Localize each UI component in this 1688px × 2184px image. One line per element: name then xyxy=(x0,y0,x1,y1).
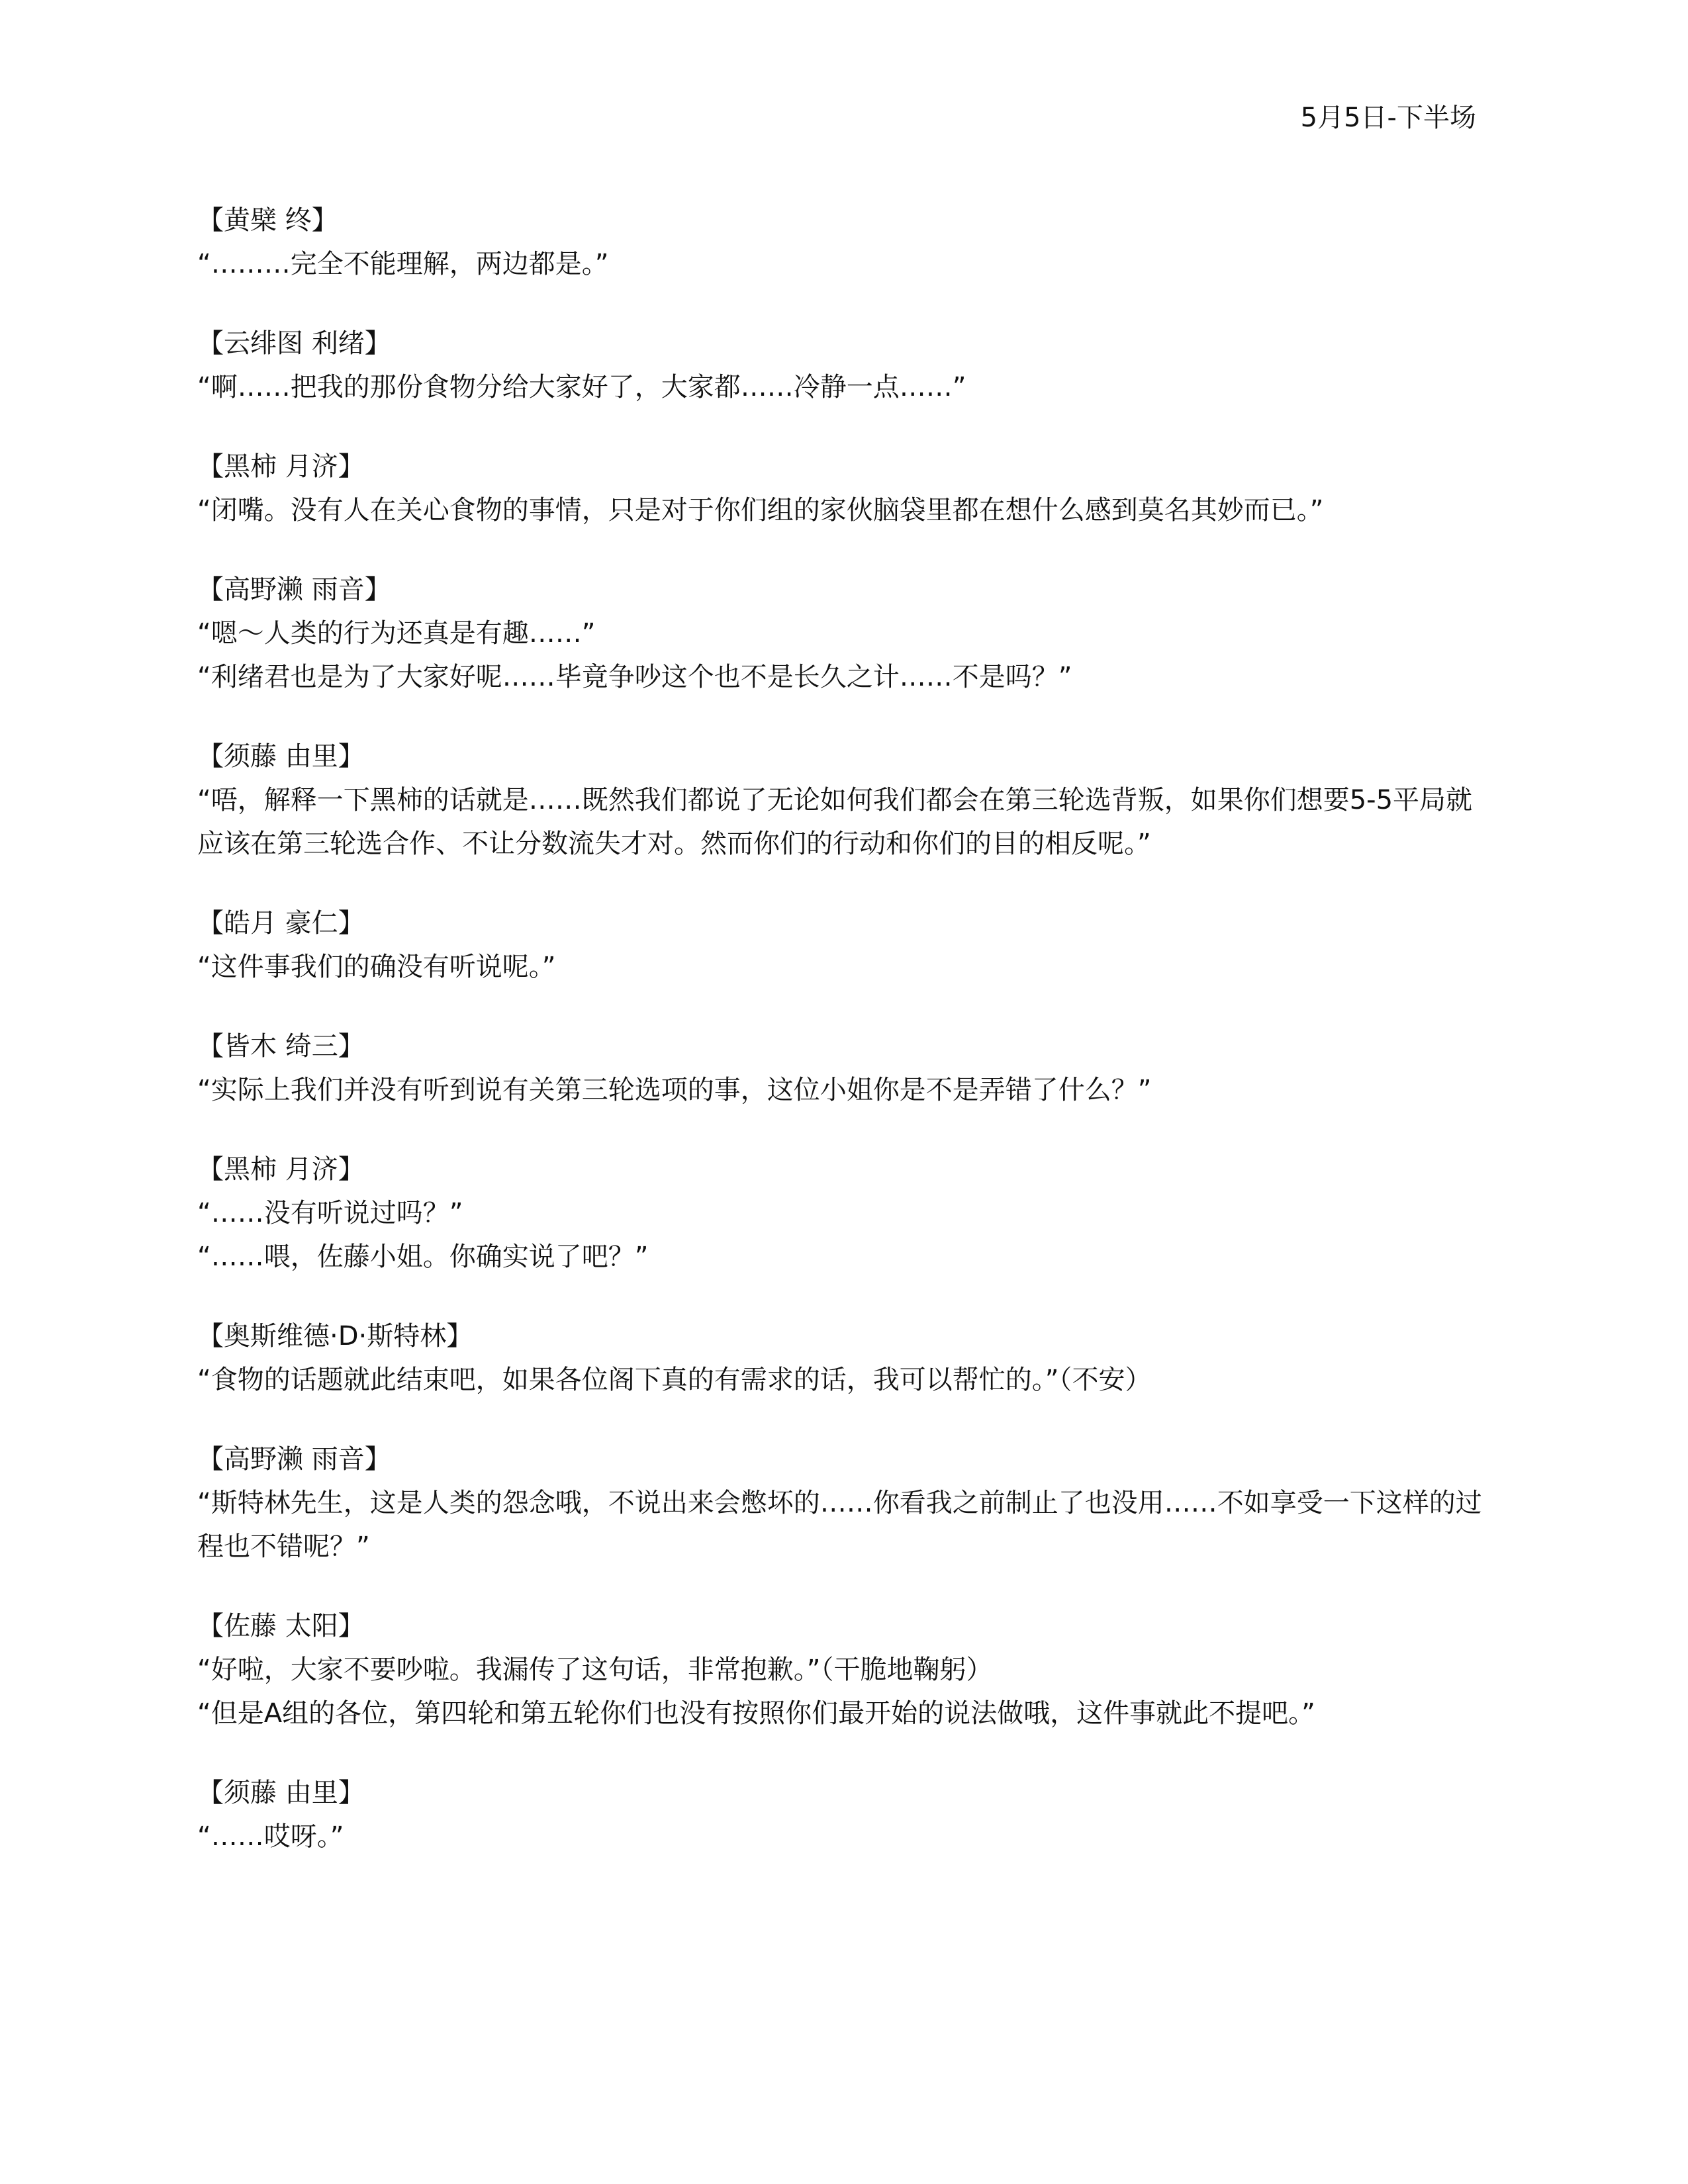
dialogue-entry xyxy=(197,445,1489,532)
dialogue-lines xyxy=(197,612,1489,699)
dialogue-script xyxy=(197,199,1489,1894)
dialogue-line: “……没有听说过吗？” xyxy=(197,1198,463,1228)
dialogue-line: “……哎呀。” xyxy=(197,1821,344,1852)
dialogue-line: “食物的话题就此结束吧，如果各位阁下真的有需求的话，我可以帮忙的。”（不安） xyxy=(197,1365,1152,1395)
dialogue-lines xyxy=(197,488,1489,532)
dialogue-lines xyxy=(197,1648,1489,1735)
dialogue-entry xyxy=(197,1024,1489,1112)
speaker-name: 【黄檗 终】 xyxy=(197,205,338,236)
dialogue-lines xyxy=(197,1191,1489,1279)
speaker-name: 【须藤 由里】 xyxy=(197,1778,365,1808)
speaker-name: 【高野濑 雨音】 xyxy=(197,1444,391,1475)
dialogue-lines xyxy=(197,1481,1489,1569)
dialogue-line: “……喂，佐藤小姐。你确实说了吧？” xyxy=(197,1242,649,1272)
dialogue-line: “………完全不能理解，两边都是。” xyxy=(197,249,609,279)
dialogue-lines xyxy=(197,945,1489,989)
dialogue-entry xyxy=(197,568,1489,699)
speaker-name: 【佐藤 太阳】 xyxy=(197,1611,365,1641)
dialogue-lines xyxy=(197,1068,1489,1112)
dialogue-line: “但是A组的各位，第四轮和第五轮你们也没有按照你们最开始的说法做哦，这件事就此不提吧。” xyxy=(197,1698,1315,1729)
dialogue-entry xyxy=(197,322,1489,409)
dialogue-entry xyxy=(197,1604,1489,1735)
dialogue-lines xyxy=(197,1358,1489,1402)
speaker-name: 【云绯图 利绪】 xyxy=(197,328,391,359)
dialogue-lines xyxy=(197,365,1489,409)
dialogue-line: “这件事我们的确没有听说呢。” xyxy=(197,952,556,982)
dialogue-line: “好啦，大家不要吵啦。我漏传了这句话，非常抱歉。”（干脆地鞠躬） xyxy=(197,1655,993,1685)
speaker-name: 【皆木 绮三】 xyxy=(197,1031,365,1062)
speaker-name: 【奥斯维德·D·斯特林】 xyxy=(197,1321,473,1351)
dialogue-entry xyxy=(197,1148,1489,1279)
dialogue-line: “闭嘴。没有人在关心食物的事情，只是对于你们组的家伙脑袋里都在想什么感到莫名其妙而已。” xyxy=(197,495,1324,525)
page-header-date: 5月5日-下半场 xyxy=(1300,103,1476,133)
dialogue-entry xyxy=(197,735,1489,866)
dialogue-lines xyxy=(197,1815,1489,1858)
dialogue-line: “啊……把我的那份食物分给大家好了，大家都……冷静一点……” xyxy=(197,372,966,402)
dialogue-line: “斯特林先生，这是人类的怨念哦，不说出来会憋坏的……你看我之前制止了也没用……不如享受一下这样的过程也不错呢？” xyxy=(197,1488,1482,1562)
speaker-name: 【高野濑 雨音】 xyxy=(197,574,391,605)
speaker-name: 【皓月 豪仁】 xyxy=(197,908,365,938)
speaker-name: 【黑柿 月济】 xyxy=(197,1154,365,1185)
dialogue-line: “唔，解释一下黑柿的话就是……既然我们都说了无论如何我们都会在第三轮选背叛，如果你们想要5-5平局就应该在第三轮选合作、不让分数流失才对。然而你们的行动和你们的目的相反呢。” xyxy=(197,785,1473,859)
dialogue-lines xyxy=(197,778,1489,866)
dialogue-entry xyxy=(197,1437,1489,1569)
dialogue-entry xyxy=(197,1771,1489,1858)
dialogue-line: “利绪君也是为了大家好呢……毕竟争吵这个也不是长久之计……不是吗？” xyxy=(197,662,1072,692)
dialogue-entry xyxy=(197,199,1489,286)
dialogue-line: “嗯～人类的行为还真是有趣……” xyxy=(197,618,596,649)
speaker-name: 【须藤 由里】 xyxy=(197,741,365,772)
dialogue-entry xyxy=(197,901,1489,989)
dialogue-entry xyxy=(197,1314,1489,1402)
dialogue-lines xyxy=(197,242,1489,286)
dialogue-line: “实际上我们并没有听到说有关第三轮选项的事，这位小姐你是不是弄错了什么？” xyxy=(197,1075,1152,1105)
speaker-name: 【黑柿 月济】 xyxy=(197,451,365,482)
